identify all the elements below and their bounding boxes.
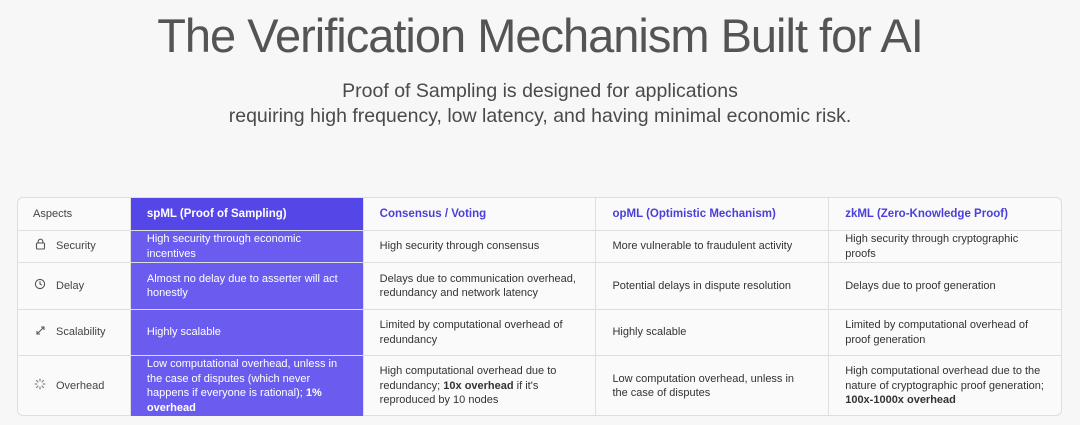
column-header-zkml: zkML (Zero-Knowledge Proof) (845, 207, 1008, 220)
table-row (18, 309, 1061, 355)
overhead-highlight: 100x-1000x overhead (845, 394, 956, 407)
column-header-opml: opML (Optimistic Mechanism) (596, 198, 829, 230)
page-title: The Verification Mechanism Built for AI (157, 9, 923, 62)
aspect-cell (18, 356, 131, 416)
consensus-cell (364, 356, 597, 416)
opml-cell: Highly scalable (596, 310, 829, 355)
page-subtitle (0, 79, 1080, 129)
opml-cell: Potential delays in dispute resolution (596, 263, 829, 309)
zkml-cell (829, 356, 1061, 416)
clock-icon (33, 278, 47, 295)
aspect-cell (18, 263, 131, 309)
cell-text: High computational overhead due to redundancy; 10x overhead if it's reproduced by 10 nodes (379, 365, 557, 407)
aspect-cell (18, 310, 131, 355)
zkml-cell: High security through cryptographic proofs (845, 233, 1019, 260)
table-row (18, 230, 1061, 262)
zkml-cell: Delays due to proof generation (845, 279, 996, 292)
column-header-aspects: Aspects (18, 198, 131, 230)
subtitle-line: Proof of Sampling is designed for applications (342, 80, 738, 102)
overhead-highlight: 10x overhead (443, 379, 514, 392)
table-row (18, 262, 1061, 309)
opml-cell: More vulnerable to fraudulent activity (596, 231, 829, 262)
table-row (18, 355, 1061, 416)
spml-cell: High security through economic incentives (131, 231, 364, 262)
expand-arrows-icon (33, 325, 47, 341)
aspect-cell (18, 231, 131, 262)
consensus-cell: High security through consensus (364, 231, 597, 262)
table-header-row (18, 198, 1061, 230)
comparison-table (17, 197, 1062, 416)
cell-text: Low computational overhead, unless in the case of disputes (which never happens if everyone is rational); 1% overhead (146, 358, 338, 414)
loader-icon (33, 378, 47, 395)
aspect-label: Delay (56, 279, 85, 292)
column-header-consensus: Consensus / Voting (364, 198, 597, 230)
spml-cell (131, 356, 364, 416)
spml-cell: Highly scalable (131, 310, 364, 355)
consensus-cell: Limited by computational overhead of redundancy (364, 310, 597, 355)
aspect-label: Scalability (56, 326, 106, 339)
column-header-spml: spML (Proof of Sampling) (131, 198, 364, 230)
opml-cell: Low computation overhead, unless in the case of disputes (596, 356, 829, 416)
overhead-highlight: 1% overhead (146, 387, 322, 414)
spml-cell: Almost no delay due to asserter will act honestly (131, 263, 364, 309)
zkml-cell: Limited by computational overhead of proof generation (845, 319, 1029, 346)
lock-icon (33, 238, 47, 255)
aspect-label: Security (56, 240, 96, 253)
aspect-label: Overhead (56, 379, 105, 392)
cell-text: High computational overhead due to the nature of cryptographic proof generation; 100x-1000x overhead (845, 365, 1044, 407)
subtitle-line: requiring high frequency, low latency, and having minimal economic risk. (228, 105, 852, 127)
consensus-cell: Delays due to communication overhead, redundancy and network latency (364, 263, 597, 309)
